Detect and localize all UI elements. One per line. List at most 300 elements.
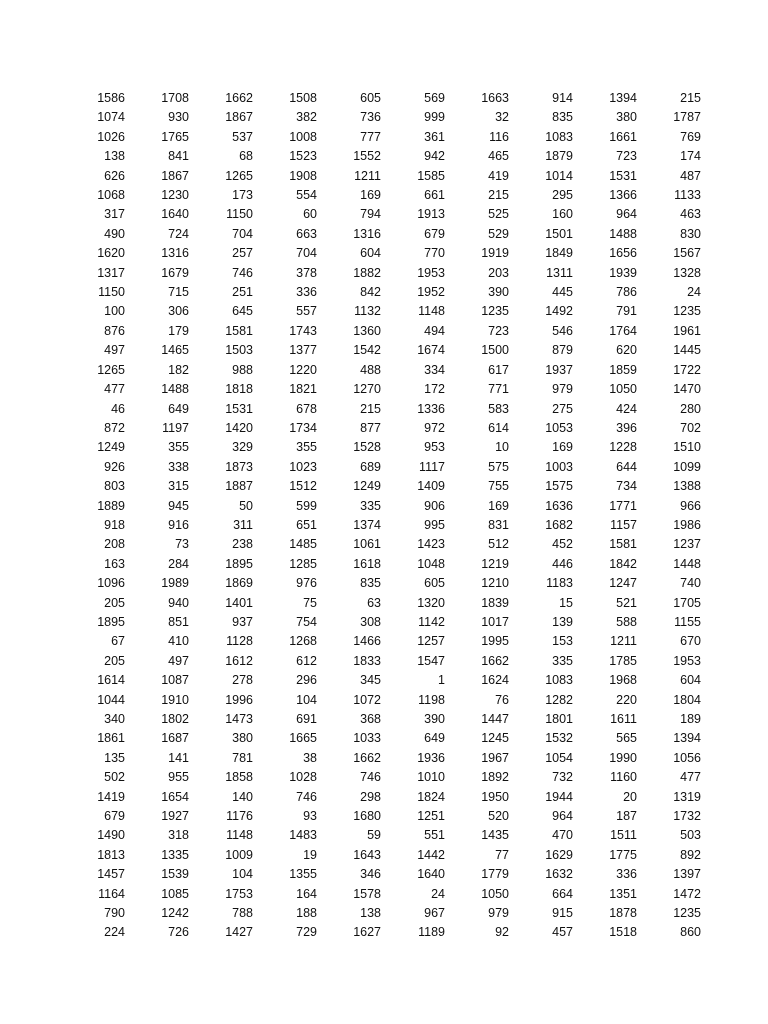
table-cell: 726 (168, 925, 189, 940)
table-cell: 390 (424, 712, 445, 726)
table-cell: 803 (104, 479, 125, 494)
table-cell: 964 (616, 207, 637, 222)
table-row (63, 205, 703, 224)
table-cell: 746 (296, 789, 317, 804)
table-cell: 488 (360, 362, 381, 377)
table-cell: 729 (296, 925, 317, 940)
table-cell: 188 (296, 906, 317, 921)
table-cell: 355 (296, 440, 317, 455)
table-cell: 215 (488, 188, 509, 203)
table-cell: 238 (232, 537, 253, 552)
table-cell: 424 (616, 401, 637, 416)
table-row (63, 535, 703, 554)
table-cell: 182 (168, 362, 189, 377)
table-cell: 50 (239, 498, 253, 513)
table-cell: 663 (296, 226, 317, 241)
table-cell: 1457 (97, 867, 125, 882)
table-cell: 1488 (161, 382, 189, 397)
table-cell: 1360 (353, 323, 381, 338)
table-cell: 679 (104, 809, 125, 824)
table-cell: 1401 (225, 595, 253, 610)
table-row (63, 244, 703, 263)
table-cell: 1470 (673, 382, 701, 397)
table-row (63, 632, 703, 651)
table-cell: 251 (232, 285, 253, 300)
table-row (63, 167, 703, 186)
table-cell: 446 (552, 556, 573, 571)
table-cell: 1624 (481, 673, 509, 688)
table-cell: 1640 (161, 207, 189, 222)
table-cell: 169 (488, 498, 509, 513)
table-cell: 494 (424, 323, 445, 338)
table-cell: 1687 (161, 731, 189, 746)
table-cell: 1388 (673, 479, 701, 494)
table-cell: 1986 (673, 517, 701, 532)
table-row (63, 341, 703, 360)
table-row (63, 128, 703, 147)
table-cell: 345 (360, 673, 381, 688)
table-cell: 189 (680, 712, 701, 726)
table-row (63, 885, 703, 904)
table-row (63, 613, 703, 632)
table-cell: 736 (360, 110, 381, 125)
table-cell: 942 (424, 149, 445, 164)
table-cell: 1895 (225, 556, 253, 571)
table-cell: 1249 (353, 479, 381, 494)
table-cell: 1157 (610, 517, 637, 532)
table-cell: 1050 (481, 886, 509, 901)
table-cell: 964 (552, 809, 573, 824)
table-cell: 1967 (481, 750, 509, 765)
table-cell: 734 (616, 479, 637, 494)
table-row (63, 302, 703, 321)
table-cell: 497 (168, 653, 189, 668)
table-cell: 1679 (161, 265, 189, 280)
table-cell: 306 (168, 304, 189, 319)
table-cell: 1265 (97, 362, 125, 377)
table-cell: 1394 (673, 731, 701, 746)
table-cell: 1183 (546, 576, 573, 591)
table-cell: 1611 (610, 712, 637, 726)
table-cell: 953 (424, 440, 445, 455)
table-cell: 77 (495, 847, 509, 862)
table-cell: 140 (232, 789, 253, 804)
table-cell: 1663 (481, 91, 509, 105)
table-cell: 465 (488, 149, 509, 164)
table-cell: 1581 (225, 323, 253, 338)
table-cell: 979 (552, 382, 573, 397)
table-cell: 1887 (225, 479, 253, 494)
number-table (63, 89, 703, 943)
table-cell: 1394 (609, 91, 637, 105)
table-cell: 1775 (609, 847, 637, 862)
table-cell: 723 (616, 149, 637, 164)
table-cell: 205 (104, 653, 125, 668)
table-cell: 1316 (353, 226, 381, 241)
table-row (63, 923, 703, 942)
table-cell: 569 (424, 91, 445, 105)
table-cell: 445 (552, 285, 573, 300)
table-row (63, 691, 703, 710)
table-cell: 215 (680, 91, 701, 105)
table-cell: 1017 (481, 614, 509, 629)
table-cell: 835 (552, 110, 573, 125)
table-cell: 1765 (161, 129, 189, 144)
table-cell: 1779 (481, 867, 509, 882)
table-cell: 336 (616, 867, 637, 882)
table-cell: 311 (233, 517, 253, 532)
table-cell: 59 (367, 828, 381, 843)
table-row (63, 89, 703, 108)
table-cell: 1423 (417, 537, 445, 552)
table-cell: 1148 (418, 304, 445, 319)
table-cell: 1858 (225, 770, 253, 785)
table-cell: 1087 (161, 673, 189, 688)
table-cell: 1636 (545, 498, 573, 513)
table-cell: 1734 (289, 420, 317, 435)
table-cell: 1211 (354, 168, 381, 183)
table-cell: 1919 (481, 246, 509, 261)
table-cell: 1996 (225, 692, 253, 707)
table-cell: 1867 (161, 168, 189, 183)
table-cell: 746 (232, 265, 253, 280)
table-cell: 1849 (545, 246, 573, 261)
table-cell: 1824 (417, 789, 445, 804)
table-cell: 335 (360, 498, 381, 513)
table-cell: 906 (424, 498, 445, 513)
table-cell: 1442 (417, 847, 445, 862)
table-cell: 1155 (674, 614, 701, 629)
table-cell: 63 (367, 595, 381, 610)
table-row (63, 671, 703, 690)
table-cell: 599 (296, 498, 317, 513)
table-cell: 1662 (225, 91, 253, 105)
table-cell: 135 (104, 750, 125, 765)
table-cell: 605 (424, 576, 445, 591)
table-cell: 842 (360, 285, 381, 300)
table-cell: 1743 (289, 323, 317, 338)
table-row (63, 768, 703, 787)
table-row (63, 497, 703, 516)
table-cell: 1128 (226, 634, 253, 649)
table-cell: 1662 (353, 750, 381, 765)
table-cell: 68 (239, 149, 253, 164)
table-cell: 1472 (673, 886, 701, 901)
table-cell: 916 (168, 517, 189, 532)
table-cell: 1028 (289, 770, 317, 785)
table-cell: 918 (104, 517, 125, 532)
table-row (63, 322, 703, 341)
table-cell: 1518 (609, 925, 637, 940)
table-cell: 104 (296, 692, 317, 707)
table-cell: 521 (616, 595, 637, 610)
table-cell: 382 (296, 110, 317, 125)
table-cell: 1586 (97, 91, 125, 105)
table-cell: 914 (552, 91, 573, 105)
table-cell: 497 (104, 343, 125, 358)
table-cell: 1228 (609, 440, 637, 455)
table-cell: 208 (104, 537, 125, 552)
table-cell: 1282 (545, 692, 573, 707)
table-cell: 1492 (545, 304, 573, 319)
table-cell: 1132 (354, 304, 381, 319)
table-cell: 1148 (226, 828, 253, 843)
table-cell: 169 (360, 188, 381, 203)
table-cell: 1614 (97, 673, 125, 688)
table-cell: 1878 (609, 906, 637, 921)
table-cell: 1485 (289, 537, 317, 552)
table-cell: 976 (296, 576, 317, 591)
table-cell: 1656 (609, 246, 637, 261)
table-cell: 999 (424, 110, 445, 125)
table-cell: 1567 (673, 246, 701, 261)
table-cell: 139 (552, 614, 573, 629)
table-cell: 575 (488, 459, 509, 474)
table-cell: 278 (232, 673, 253, 688)
table-cell: 138 (360, 906, 381, 921)
table-cell: 1465 (161, 343, 189, 358)
table-cell: 20 (623, 789, 637, 804)
table-cell: 724 (168, 226, 189, 241)
table-cell: 1578 (353, 886, 381, 901)
table-cell: 1732 (673, 809, 701, 824)
table-row (63, 477, 703, 496)
table-cell: 1927 (161, 809, 189, 824)
number-table-body (63, 89, 703, 943)
table-row (63, 846, 703, 865)
table-cell: 1198 (418, 692, 445, 707)
table-cell: 831 (488, 517, 509, 532)
table-cell: 361 (424, 129, 445, 144)
table-cell: 1665 (289, 731, 317, 746)
table-cell: 1629 (545, 847, 573, 862)
table-cell: 525 (488, 207, 509, 222)
table-cell: 153 (552, 634, 573, 649)
table-cell: 308 (360, 614, 381, 629)
table-cell: 1910 (161, 692, 189, 707)
table-cell: 92 (495, 925, 509, 940)
table-cell: 879 (552, 343, 573, 358)
table-cell: 355 (168, 440, 189, 455)
table-cell: 940 (168, 595, 189, 610)
table-cell: 1961 (673, 323, 701, 338)
table-cell: 187 (616, 809, 637, 824)
table-cell: 1435 (481, 828, 509, 843)
table-cell: 746 (360, 770, 381, 785)
table-cell: 1708 (161, 91, 189, 105)
table-cell: 396 (616, 420, 637, 435)
table-cell: 179 (168, 323, 189, 338)
table-cell: 1466 (353, 634, 381, 649)
table-cell: 487 (680, 168, 701, 183)
table-cell: 1802 (161, 712, 189, 726)
table-cell: 588 (616, 614, 637, 629)
table-cell: 1010 (417, 770, 445, 785)
table-cell: 1220 (289, 362, 317, 377)
table-cell: 926 (104, 459, 125, 474)
table-cell: 1054 (545, 750, 573, 765)
table-cell: 390 (488, 285, 509, 300)
table-cell: 1787 (673, 110, 701, 125)
table-cell: 1539 (161, 867, 189, 882)
table-cell: 1818 (225, 382, 253, 397)
table-cell: 1285 (289, 556, 317, 571)
table-cell: 457 (552, 925, 573, 940)
table-row (63, 574, 703, 593)
table-cell: 1317 (97, 265, 125, 280)
table-cell: 1061 (353, 537, 381, 552)
table-cell: 972 (424, 420, 445, 435)
table-cell: 1510 (673, 440, 701, 455)
table-cell: 1581 (609, 537, 637, 552)
table-cell: 892 (680, 847, 701, 862)
table-cell: 740 (680, 576, 701, 591)
table-row (63, 555, 703, 574)
table-cell: 1508 (289, 91, 317, 105)
table-cell: 1618 (353, 556, 381, 571)
table-cell: 275 (552, 401, 573, 416)
table-cell: 410 (168, 634, 189, 649)
table-cell: 163 (104, 556, 125, 571)
table-cell: 876 (104, 323, 125, 338)
table-cell: 368 (360, 712, 381, 726)
table-cell: 565 (616, 731, 637, 746)
table-cell: 46 (111, 401, 125, 416)
table-cell: 1512 (289, 479, 317, 494)
table-row (63, 826, 703, 845)
table-cell: 689 (360, 459, 381, 474)
table-row (63, 865, 703, 884)
table-cell: 1270 (353, 382, 381, 397)
table-cell: 1722 (673, 362, 701, 377)
table-cell: 704 (296, 246, 317, 261)
table-cell: 1316 (161, 246, 189, 261)
table-cell: 1937 (545, 362, 573, 377)
table-cell: 546 (552, 323, 573, 338)
table-row (63, 380, 703, 399)
table-cell: 1048 (417, 556, 445, 571)
table-cell: 791 (616, 304, 637, 319)
table-cell: 298 (360, 789, 381, 804)
table-cell: 220 (616, 692, 637, 707)
table-cell: 104 (232, 867, 253, 882)
table-row (63, 225, 703, 244)
table-cell: 930 (168, 110, 189, 125)
table-cell: 771 (488, 382, 509, 397)
table-cell: 1833 (353, 653, 381, 668)
table-cell: 1237 (673, 537, 701, 552)
table-cell: 1674 (417, 343, 445, 358)
table-cell: 60 (303, 207, 317, 222)
table-cell: 503 (680, 828, 701, 843)
table-cell: 644 (616, 459, 637, 474)
table-cell: 67 (111, 634, 125, 649)
table-row (63, 652, 703, 671)
table-cell: 1944 (545, 789, 573, 804)
table-cell: 76 (495, 692, 509, 707)
table-cell: 1160 (610, 770, 637, 785)
table-cell: 169 (552, 440, 573, 455)
table-cell: 1419 (97, 789, 125, 804)
table-cell: 937 (232, 614, 253, 629)
table-cell: 1014 (545, 168, 573, 183)
table-cell: 715 (168, 285, 189, 300)
table-row (63, 516, 703, 535)
table-cell: 1620 (97, 246, 125, 261)
table-cell: 174 (680, 149, 701, 164)
table-cell: 19 (303, 847, 317, 862)
table-cell: 1939 (609, 265, 637, 280)
table-cell: 1953 (673, 653, 701, 668)
table-cell: 24 (431, 886, 445, 901)
table-cell: 1705 (673, 595, 701, 610)
table-cell: 1873 (225, 459, 253, 474)
table-cell: 1950 (481, 789, 509, 804)
table-cell: 477 (104, 382, 125, 397)
table-cell: 1242 (161, 906, 189, 921)
table-cell: 1680 (353, 809, 381, 824)
table-cell: 967 (424, 906, 445, 921)
table-row (63, 807, 703, 826)
table-cell: 1265 (225, 168, 253, 183)
table-cell: 915 (552, 906, 573, 921)
table-cell: 1490 (97, 828, 125, 843)
table-cell: 419 (488, 168, 509, 183)
table-cell: 620 (616, 343, 637, 358)
table-cell: 679 (424, 226, 445, 241)
table-cell: 1892 (481, 770, 509, 785)
table-cell: 1210 (481, 576, 509, 591)
table-row (63, 438, 703, 457)
table-cell: 1142 (418, 614, 445, 629)
table-cell: 945 (168, 498, 189, 513)
table-cell: 1072 (353, 692, 381, 707)
table-row (63, 788, 703, 807)
table-cell: 1612 (225, 653, 253, 668)
table-cell: 172 (424, 382, 445, 397)
table-cell: 1895 (97, 614, 125, 629)
table-cell: 24 (687, 285, 701, 300)
table-row (63, 147, 703, 166)
table-cell: 32 (495, 110, 509, 125)
table-cell: 995 (424, 517, 445, 532)
table-cell: 670 (680, 634, 701, 649)
table-cell: 1003 (545, 459, 573, 474)
table-cell: 1995 (481, 634, 509, 649)
table-cell: 295 (552, 188, 573, 203)
table-cell: 340 (104, 712, 125, 726)
table-cell: 1056 (673, 750, 701, 765)
table-cell: 1268 (289, 634, 317, 649)
table-cell: 1813 (97, 847, 125, 862)
table-cell: 1336 (417, 401, 445, 416)
table-cell: 732 (552, 770, 573, 785)
table-cell: 754 (296, 614, 317, 629)
table-cell: 1662 (481, 653, 509, 668)
table-cell: 1053 (545, 420, 573, 435)
table-cell: 1245 (481, 731, 509, 746)
table-cell: 203 (488, 265, 509, 280)
table-cell: 1311 (546, 265, 573, 280)
table-cell: 141 (168, 750, 189, 765)
table-cell: 529 (488, 226, 509, 241)
table-cell: 612 (296, 653, 317, 668)
table-cell: 604 (680, 673, 701, 688)
table-cell: 614 (488, 420, 509, 435)
table-cell: 1351 (609, 886, 637, 901)
table-cell: 551 (424, 828, 445, 843)
table-cell: 1377 (289, 343, 317, 358)
